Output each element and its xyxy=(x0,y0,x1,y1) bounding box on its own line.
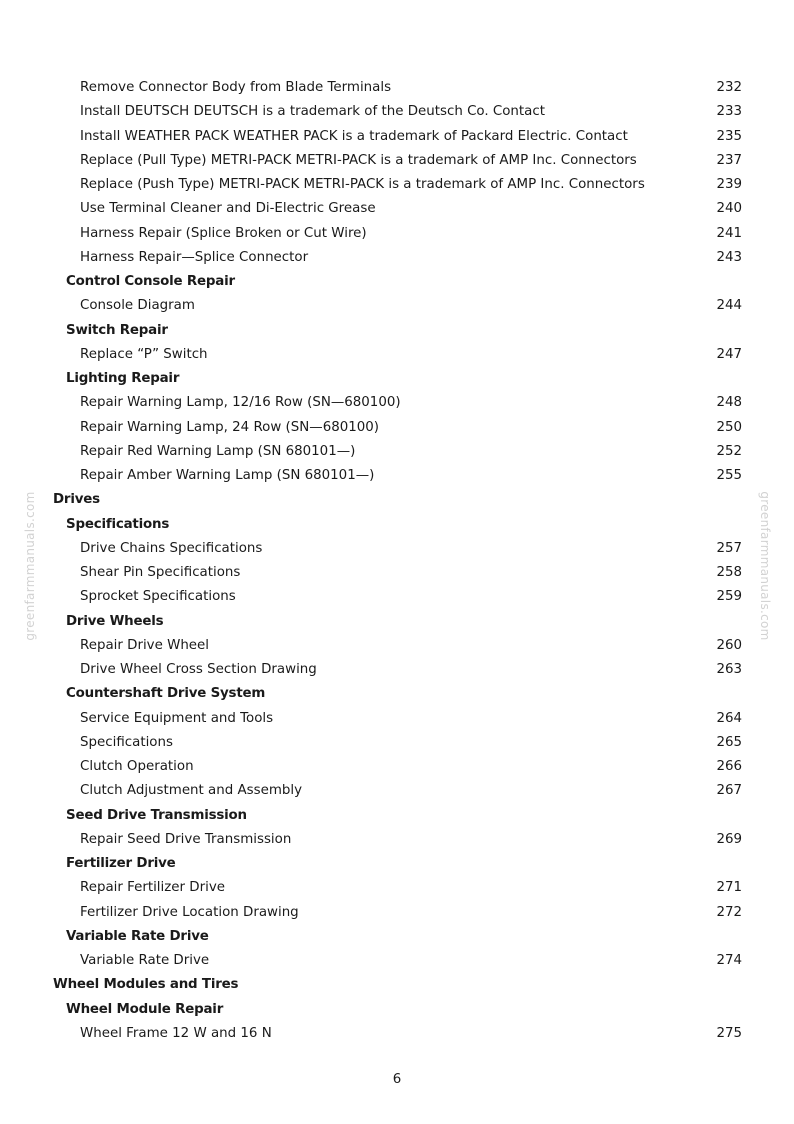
toc-entry[interactable] xyxy=(0,416,794,440)
toc-entry[interactable] xyxy=(0,464,794,488)
toc-entry[interactable] xyxy=(0,658,794,682)
toc-entry[interactable] xyxy=(0,537,794,561)
toc-entry-title: Lighting Repair xyxy=(66,371,180,386)
toc-entry[interactable] xyxy=(0,779,794,803)
toc-entry-title: Harness Repair—Splice Connector xyxy=(80,249,309,265)
toc-entry-title: Install DEUTSCH DEUTSCH is a trademark of the Deutsch Co. Contact xyxy=(80,104,545,120)
toc-entry-title: Wheel Frame 12 W and 16 N xyxy=(80,1025,272,1041)
toc-entry-title: Clutch Adjustment and Assembly xyxy=(80,783,303,799)
toc-entry-title: Repair Seed Drive Transmission xyxy=(80,831,292,847)
toc-entry-title: Repair Warning Lamp, 24 Row (SN—680100) xyxy=(80,419,380,435)
toc-entry[interactable] xyxy=(0,634,794,658)
toc-entry-title: Countershaft Drive System xyxy=(66,686,266,702)
toc-entry-page: 275 xyxy=(716,1025,742,1041)
toc-entry-page: 257 xyxy=(716,540,742,556)
toc-subsection-heading[interactable] xyxy=(0,925,794,949)
toc-entry[interactable] xyxy=(0,125,794,149)
toc-entry-title: Wheel Modules and Tires xyxy=(53,977,239,993)
toc-entry-title: Repair Warning Lamp, 12/16 Row (SN—680100) xyxy=(80,395,401,411)
toc-entry-page: 247 xyxy=(716,346,742,362)
toc-entry-title: Harness Repair (Splice Broken or Cut Wire) xyxy=(80,225,367,241)
toc-entry-title: Repair Fertilizer Drive xyxy=(80,880,225,896)
toc-entry-title: Replace “P” Switch xyxy=(80,346,208,362)
toc-entry-title: Fertilizer Drive Location Drawing xyxy=(80,904,299,920)
toc-entry[interactable] xyxy=(0,294,794,318)
toc-entry[interactable] xyxy=(0,440,794,464)
toc-entry[interactable] xyxy=(0,246,794,270)
page-number: 6 xyxy=(392,1072,402,1087)
toc-entry[interactable] xyxy=(0,585,794,609)
toc-subsection-heading[interactable] xyxy=(0,998,794,1022)
toc-entry-title: Repair Red Warning Lamp (SN 680101—) xyxy=(80,443,356,459)
toc-entry-title: Drive Chains Specifications xyxy=(80,540,263,556)
toc-subsection-heading[interactable] xyxy=(0,610,794,634)
toc-entry-title: Replace (Pull Type) METRI-PACK METRI-PACK is a trademark of AMP Inc. Connectors xyxy=(80,152,637,168)
toc-entry[interactable] xyxy=(0,561,794,585)
toc-entry[interactable] xyxy=(0,876,794,900)
toc-entry[interactable] xyxy=(0,1022,794,1046)
toc-subsection-heading[interactable] xyxy=(0,319,794,343)
toc-entry[interactable] xyxy=(0,391,794,415)
toc-subsection-heading[interactable] xyxy=(0,852,794,876)
toc-entry[interactable] xyxy=(0,173,794,197)
toc-entry-page: 271 xyxy=(716,880,742,896)
toc-entry-title: Replace (Push Type) METRI-PACK METRI-PACK is a trademark of AMP Inc. Connectors xyxy=(80,177,645,192)
toc-entry[interactable] xyxy=(0,707,794,731)
toc-entry-page: 241 xyxy=(716,225,742,241)
toc-entry-title: Shear Pin Specifications xyxy=(80,565,241,580)
toc-entry-page: 267 xyxy=(716,783,742,799)
toc-entry-page: 239 xyxy=(716,177,742,192)
toc-entry-page: 263 xyxy=(716,662,742,677)
toc-entry-page: 274 xyxy=(716,953,742,968)
toc-entry[interactable] xyxy=(0,100,794,124)
toc-entry-page: 252 xyxy=(716,443,742,459)
toc-entry[interactable] xyxy=(0,149,794,173)
toc-entry-page: 250 xyxy=(716,419,742,435)
toc-entry-title: Install WEATHER PACK WEATHER PACK is a trademark of Packard Electric. Contact xyxy=(80,128,628,144)
toc-entry[interactable] xyxy=(0,949,794,973)
toc-entry-title: Drive Wheel Cross Section Drawing xyxy=(80,662,317,677)
toc-entry-title: Service Equipment and Tools xyxy=(80,710,274,726)
toc-entry-page: 266 xyxy=(716,759,742,774)
toc-entry-page: 237 xyxy=(716,152,742,168)
toc-section-heading[interactable] xyxy=(0,973,794,997)
toc-entry-title: Specifications xyxy=(66,516,170,532)
toc-entry-title: Console Diagram xyxy=(80,298,195,314)
toc-entry[interactable] xyxy=(0,755,794,779)
toc-subsection-heading[interactable] xyxy=(0,682,794,706)
toc-entry-title: Wheel Module Repair xyxy=(66,1001,224,1017)
toc-entry-title: Switch Repair xyxy=(66,322,168,338)
toc-entry-title: Drives xyxy=(53,492,100,508)
toc-subsection-heading[interactable] xyxy=(0,513,794,537)
toc-entry[interactable] xyxy=(0,222,794,246)
toc-entry-page: 233 xyxy=(716,104,742,120)
toc-entry[interactable] xyxy=(0,901,794,925)
toc-entry-title: Specifications xyxy=(80,734,173,750)
table-of-contents xyxy=(0,76,794,1046)
toc-entry-title: Remove Connector Body from Blade Terminals xyxy=(80,80,392,95)
toc-entry-page: 264 xyxy=(716,710,742,726)
toc-entry-page: 272 xyxy=(716,904,742,920)
watermark-right: greenfarmmanuals.com xyxy=(758,491,772,641)
toc-entry-page: 255 xyxy=(716,468,742,483)
toc-entry-page: 240 xyxy=(716,201,742,217)
toc-entry-page: 243 xyxy=(716,249,742,265)
toc-entry-title: Variable Rate Drive xyxy=(80,953,210,968)
toc-entry-page: 235 xyxy=(716,128,742,144)
toc-entry-title: Sprocket Specifications xyxy=(80,589,236,605)
toc-entry-title: Use Terminal Cleaner and Di-Electric Grease xyxy=(80,201,376,217)
toc-entry-page: 244 xyxy=(716,298,742,314)
toc-entry-page: 232 xyxy=(716,80,742,95)
toc-entry-title: Seed Drive Transmission xyxy=(66,807,247,823)
toc-entry-page: 248 xyxy=(716,395,742,411)
toc-subsection-heading[interactable] xyxy=(0,270,794,294)
toc-entry-title: Clutch Operation xyxy=(80,759,194,774)
toc-subsection-heading[interactable] xyxy=(0,804,794,828)
toc-entry[interactable] xyxy=(0,828,794,852)
toc-entry[interactable] xyxy=(0,343,794,367)
toc-entry-page: 260 xyxy=(716,637,742,653)
toc-entry-title: Control Console Repair xyxy=(66,274,235,289)
toc-entry-page: 258 xyxy=(716,565,742,580)
toc-entry[interactable] xyxy=(0,76,794,100)
toc-entry-title: Repair Amber Warning Lamp (SN 680101—) xyxy=(80,468,375,483)
toc-section-heading[interactable] xyxy=(0,488,794,512)
toc-entry-title: Drive Wheels xyxy=(66,613,164,629)
toc-entry-page: 259 xyxy=(716,589,742,605)
toc-entry-title: Variable Rate Drive xyxy=(66,928,209,944)
toc-entry-page: 269 xyxy=(716,831,742,847)
toc-entry[interactable] xyxy=(0,731,794,755)
toc-entry-title: Fertilizer Drive xyxy=(66,856,176,871)
toc-entry-page: 265 xyxy=(716,734,742,750)
toc-entry[interactable] xyxy=(0,197,794,221)
toc-entry-title: Repair Drive Wheel xyxy=(80,637,210,653)
watermark-left: greenfarmmanuals.com xyxy=(23,491,37,641)
toc-subsection-heading[interactable] xyxy=(0,367,794,391)
